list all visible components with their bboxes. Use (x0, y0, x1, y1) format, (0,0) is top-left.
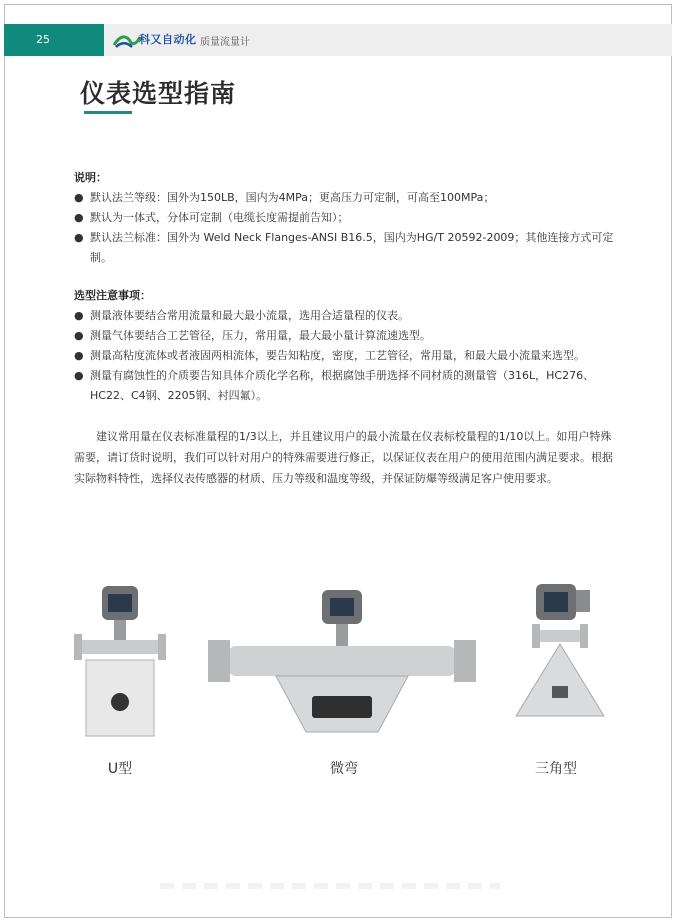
list-item (74, 228, 614, 268)
list-item (74, 306, 614, 326)
footer-watermark (160, 883, 500, 889)
bullet-icon: ● (74, 191, 84, 204)
list-item (74, 346, 614, 366)
selection-item-1: 测量液体要结合常用流量和最大最小流量，选用合适量程的仪表。 (90, 309, 409, 322)
micro-bend-flowmeter-image (206, 588, 478, 736)
title-underline (84, 111, 132, 114)
selection-item-2: 测量气体要结合工艺管径，压力，常用量，最大最小量计算流速选型。 (90, 329, 431, 342)
header-section-title: 质量流量计 (200, 37, 250, 48)
list-item (74, 208, 614, 228)
recommendation-paragraph: 建议常用量在仪表标准量程的1/3以上，并且建议用户的最小流量在仪表标校量程的1/10以上。如用户特殊需要，请订货时说明，我们可以针对用户的特殊需要进行修正，以保证仪表在用户的使用范围内满足要求。根据实际物料特性，选择仪表传感器的材质、压力等级和温度等级，并保证防爆等级满足客户使用要求。 (74, 430, 613, 485)
page-header (4, 24, 672, 56)
selection-heading: 选型注意事项： (74, 289, 151, 302)
bullet-icon: ● (74, 349, 84, 362)
bullet-icon: ● (74, 231, 84, 244)
bullet-icon: ● (74, 211, 84, 224)
notes-item-3: 默认法兰标准：国外为 Weld Neck Flanges-ANSI B16.5，国内为HG/T 20592-2009；其他连接方式可定制。 (90, 231, 614, 264)
page-number: 25 (4, 24, 104, 56)
brand-name: 科又自动化 (139, 33, 197, 46)
list-item (74, 188, 614, 208)
page-title: 仪表选型指南 (80, 79, 237, 108)
notes-item-2: 默认为一体式，分体可定制（电缆长度需提前告知）； (90, 211, 349, 224)
bullet-icon: ● (74, 369, 84, 382)
selection-section (74, 286, 614, 406)
notes-section (74, 168, 614, 268)
list-item (74, 366, 614, 406)
product-caption-u-type: U型 (107, 761, 133, 777)
notes-item-1: 默认法兰等级：国外为150LB，国内为4MPa；更高压力可定制，可高至100MPa； (90, 191, 495, 204)
selection-item-3: 测量高粘度流体或者液固两相流体，要告知粘度，密度，工艺管径，常用量，和最大最小流量来选型。 (90, 349, 585, 362)
selection-item-4: 测量有腐蚀性的介质要告知具体介质化学名称，根据腐蚀手册选择不同材质的测量管（316L，HC276、HC22、C4钢、2205钢、衬四氟）。 (90, 369, 595, 402)
product-caption-micro-bend: 微弯 (330, 761, 358, 777)
list-item (74, 326, 614, 346)
bullet-icon: ● (74, 329, 84, 342)
notes-heading: 说明： (74, 171, 107, 184)
u-type-flowmeter-image (74, 584, 166, 740)
product-caption-triangle: 三角型 (535, 761, 577, 777)
bullet-icon: ● (74, 309, 84, 322)
triangle-flowmeter-image (514, 582, 610, 732)
